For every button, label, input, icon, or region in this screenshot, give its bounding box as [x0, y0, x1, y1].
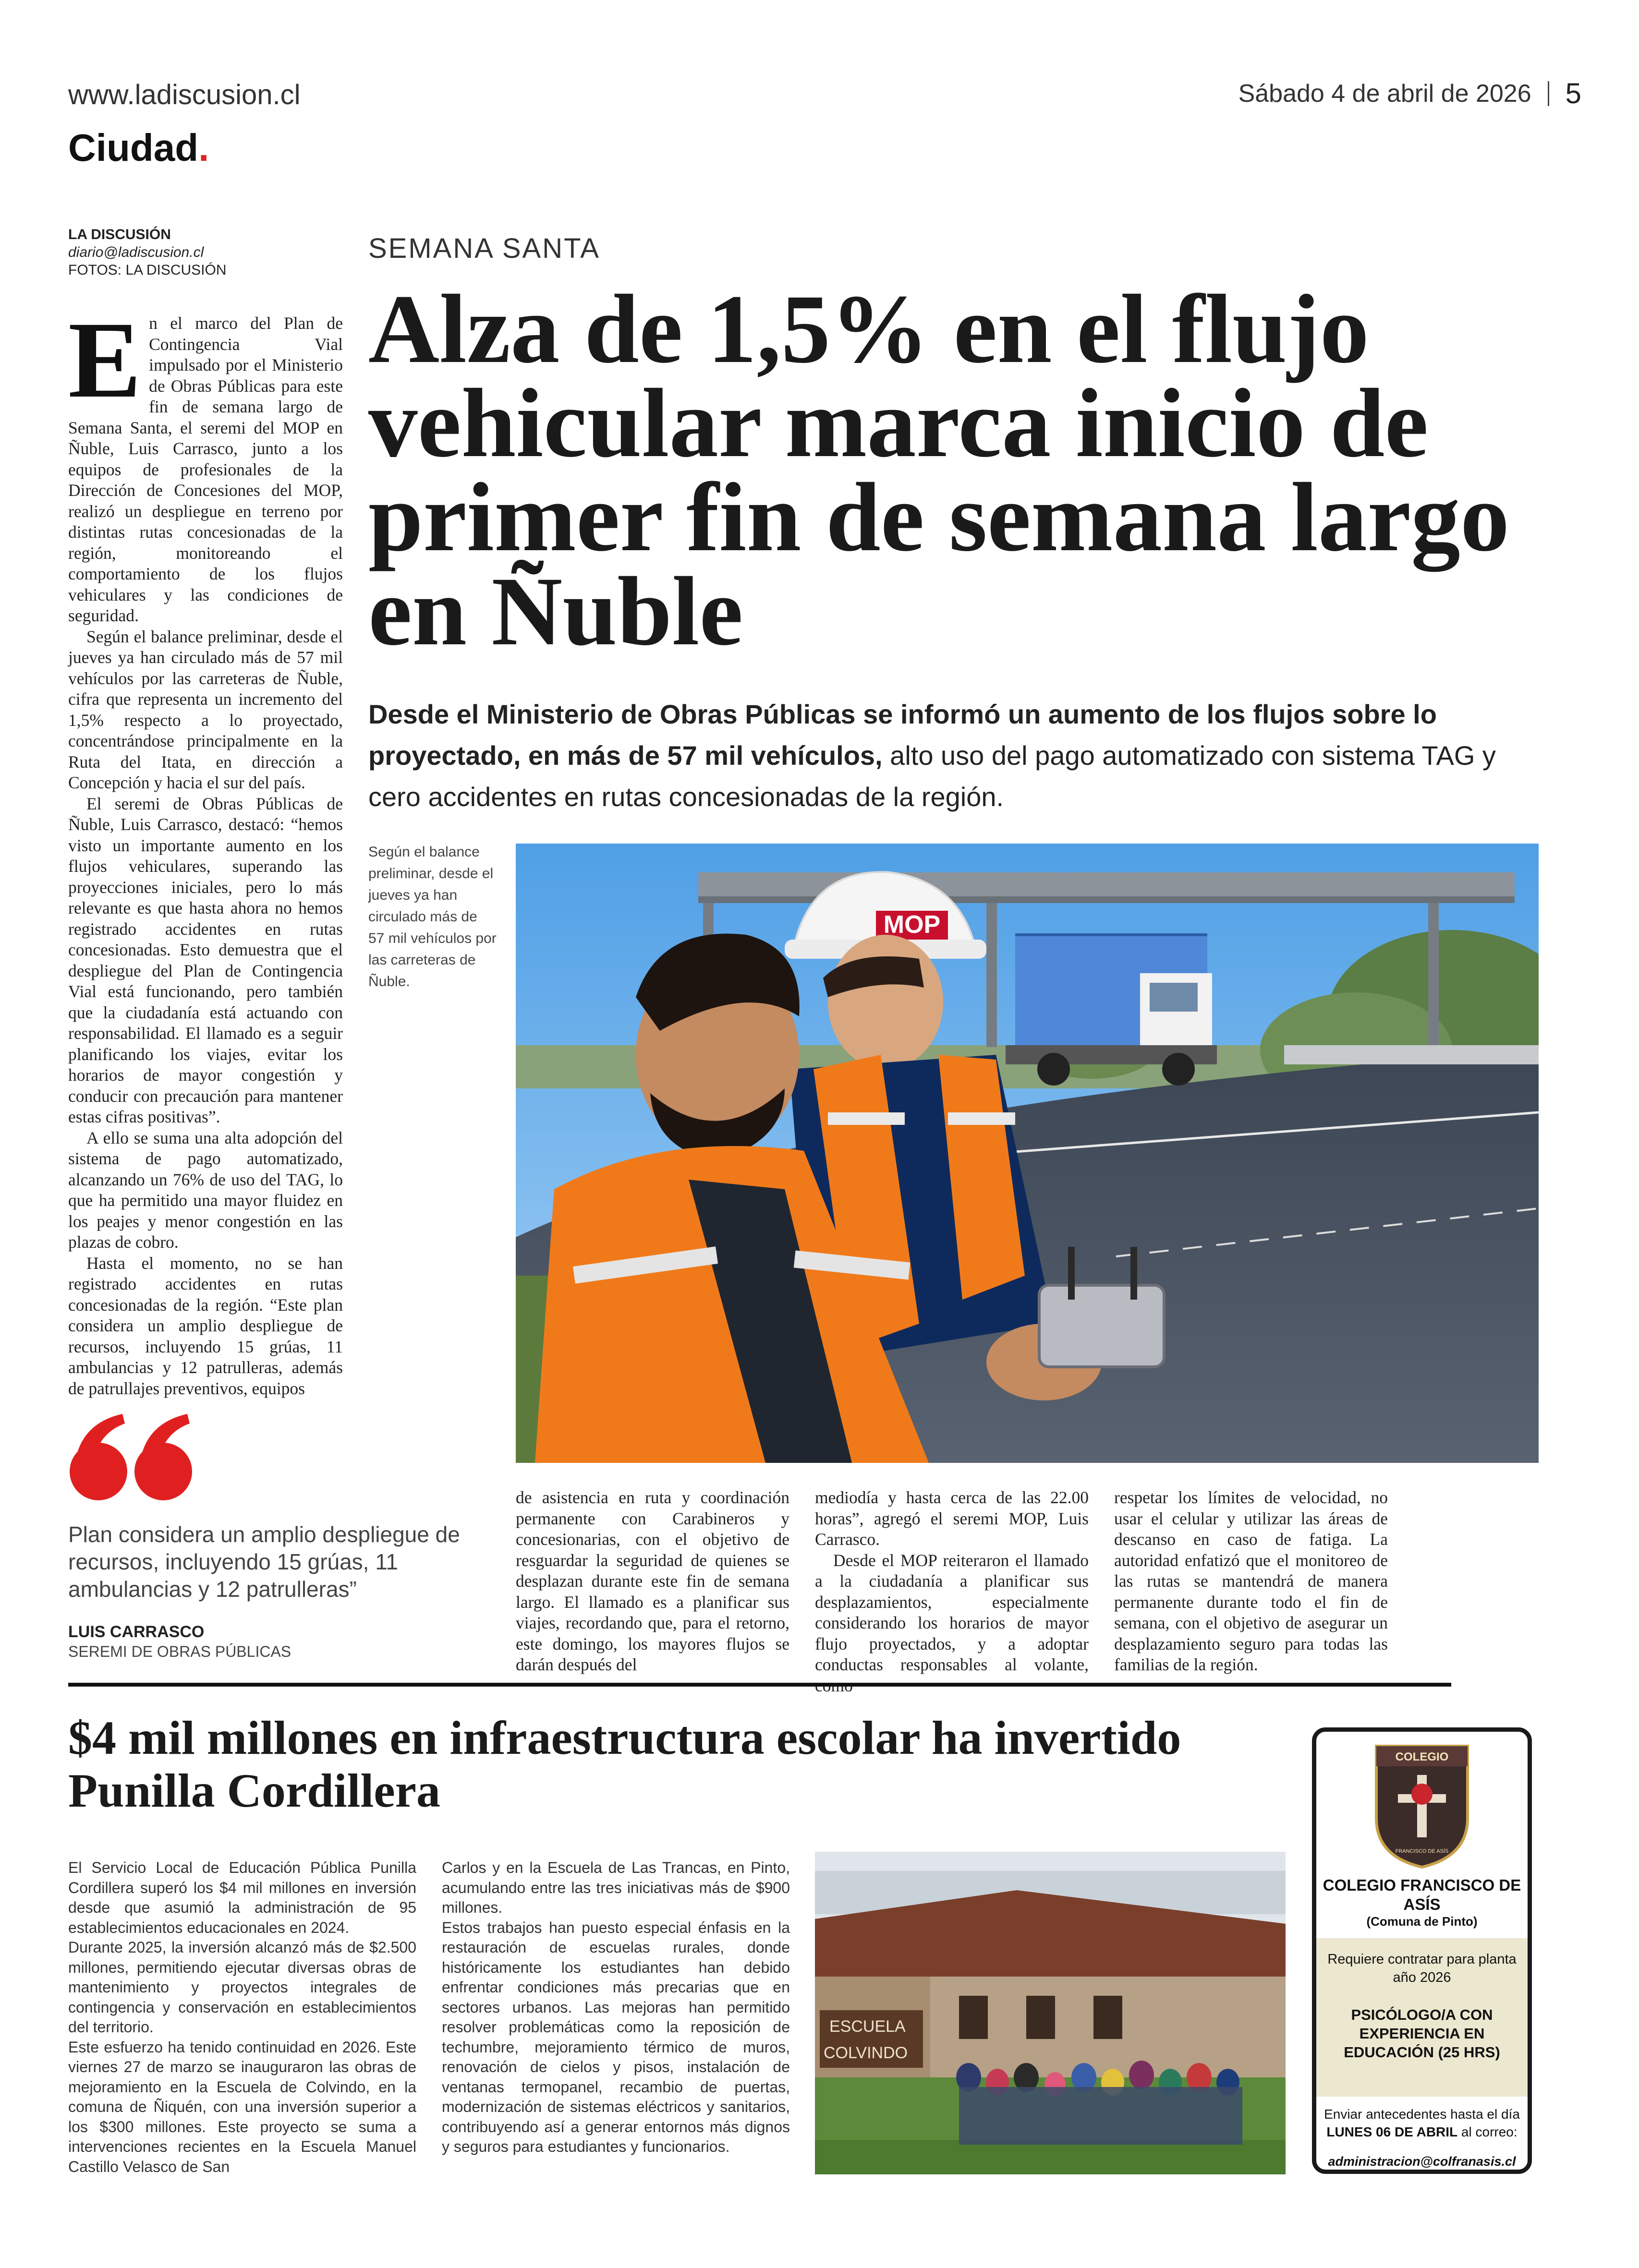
quote-author-role: SEREMI DE OBRAS PÚBLICAS — [68, 1643, 291, 1660]
lead-bold: Desde el Ministerio de Obras Públicas se informó un aumento de los flujos sobre lo proyectado, en más de 57 mil vehículos, — [368, 699, 1437, 771]
article-lead — [368, 694, 1550, 818]
school-photo — [815, 1852, 1286, 2174]
column-3-text-a: mediodía y hasta cerca de las 22.00 horas”, agregó el seremi MOP, Luis Carrasco. — [815, 1488, 1089, 1549]
article-2-p2: Durante 2025, la inversión alcanzó más de $2.500 millones, permitiendo ejecutar diversas obras de mantenimiento y proyectos integrales de contingencia y conservación en establecimientos del territorio. — [68, 1939, 416, 2036]
section-divider — [68, 1683, 1451, 1687]
article-2-p5: Estos trabajos han puesto especial énfasis en la restauración de escuelas rurales, donde históricamente los estudiantes han debido enfrentar condiciones más precarias que en sectores urbanos. Las mejoras han permitido resolver problemáticas como la reposición de techumbre, mejoramiento térmico de muros, renovación de cielos y pisos, instalación de ventanas termopanel, recambio de puertas, modernización de sistemas eléctricos y sanitarios, contribuyendo así a generar entornos más dignos y seguros para estudiantes y funcionarios. — [442, 1918, 790, 2155]
photo-caption: Según el balance preliminar, desde el jueves ya han circulado más de 57 mil vehículos por las carreteras de Ñuble. — [368, 844, 497, 989]
ad-email[interactable]: administracion@colfranasis.cl — [1328, 2154, 1516, 2169]
page-number: 5 — [1565, 77, 1581, 109]
section-name: Ciudad — [68, 126, 199, 169]
school-sign-line-1: ESCUELA — [829, 2017, 906, 2036]
ad-school-name: COLEGIO FRANCISCO DE ASÍS — [1323, 1876, 1521, 1913]
article-2-p4: Carlos y en la Escuela de Las Trancas, en Pinto, acumulando entre las tres iniciativas más de $900 millones. — [442, 1859, 790, 1916]
article-photo — [516, 844, 1539, 1463]
paragraph-5: Hasta el momento, no se han registrado accidentes en rutas concesionadas de la región. “Este plan considera un amplio despliegue de recursos, incluyendo 15 grúas, 11 ambulancias y 12 patrulleras, además de patrullajes preventivos, equipos — [68, 1253, 343, 1398]
column-4-text: respetar los límites de velocidad, no usar el celular y utilizar las áreas de descanso en caso de fatiga. La autoridad enfatizó que el monitoreo de las rutas se mantendrá de manera permanente durante todo el fin de semana, con el objetivo de asegurar un desplazamiento seguro para todas las familias de la región. — [1114, 1488, 1388, 1674]
ad-position: PSICÓLOGO/A CON EXPERIENCIA EN EDUCACIÓN (25 HRS) — [1344, 2006, 1500, 2061]
crest-motto: FRANCISCO DE ASÍS — [1395, 1848, 1449, 1854]
ad-deadline-post: al correo: — [1457, 2124, 1518, 2139]
paragraph-4: A ello se suma una alta adopción del sistema de pago automatizado, alcanzando un 76% de uso del TAG, lo que ha permitido una mayor fluidez en los peajes y menor congestión en las plazas de cobro. — [68, 1128, 343, 1252]
byline — [68, 226, 227, 279]
school-crest-icon — [1372, 1741, 1472, 1871]
column-2-text: de asistencia en ruta y coordinación permanente con Carabineros y concesionarias, con el objetivo de resguardar la seguridad de quienes se desplazan durante este fin de semana largo. El llamado es a planificar sus viajes, recordando que, para el retorno, este domingo, los mayores flujos se darán después del — [516, 1488, 789, 1674]
paragraph-3: El seremi de Obras Públicas de Ñuble, Luis Carrasco, destacó: “hemos visto un importante aumento en los flujos vehiculares, superando las proyecciones iniciales, pero lo más relevante es que hasta ahora no hemos registrado accidentes en rutas concesionadas. Esto demuestra que el despliegue del Plan de Contingencia Vial está funcionando, pero también que la ciudadanía está actuando con responsabilidad. El llamado es a seguir planificando los viajes, evitar los horarios de mayor congestión y conducir con precaución para mantener estas cifras positivas”. — [68, 794, 343, 1126]
quote-mark-icon — [65, 1409, 199, 1508]
byline-outlet: LA DISCUSIÓN — [68, 227, 171, 242]
job-advertisement — [1312, 1727, 1532, 2174]
paragraph-2: Según el balance preliminar, desde el jueves ya han circulado más de 57 mil vehículos por las carreteras de Ñuble, cifra que representa un incremento del 1,5% respecto a lo proyectado, concentrándose principalmente en la Ruta del Itata, en dirección a Concepción y hacia el sur del país. — [68, 627, 343, 792]
helmet-text: MOP — [883, 911, 941, 939]
dateline — [1238, 77, 1581, 110]
lead-rest: alto uso del pago automatizado con sistema TAG y cero accidentes en rutas concesionadas de la región. — [368, 740, 1496, 812]
paragraph-1-text: n el marco del Plan de Contingencia Vial impulsado por el Ministerio de Obras Públicas para este fin de semana largo de Semana Santa, el seremi del MOP en Ñuble, Luis Carrasco, junto a los equipos de profesionales de la Dirección de Concesiones del MOP, realizó un despliegue en terreno por distintas rutas concesionadas de la región, monitoreando el comportamiento de los flujos vehiculares y las condiciones de seguridad. — [68, 314, 343, 625]
section-dot: . — [198, 126, 209, 169]
quote-author: LUIS CARRASCO — [68, 1623, 205, 1641]
article-2-p1: El Servicio Local de Educación Pública Punilla Cordillera superó los $4 mil millones en inversión desde que asumió la administración de 95 establecimientos educacionales en 2024. — [68, 1859, 416, 1936]
school-sign-line-2: COLVINDO — [824, 2044, 908, 2062]
quote-glyph — [65, 1409, 199, 1505]
article-column-3 — [815, 1487, 1089, 1696]
photo-school-inauguration — [815, 1852, 1286, 2174]
ad-deadline-pre: Enviar antecedentes hasta el día — [1324, 2107, 1520, 2122]
ad-requirement: Requiere contratar para planta año 2026 — [1327, 1952, 1517, 1985]
crest-top-text: COLEGIO — [1395, 1750, 1449, 1763]
ad-deadline-date: LUNES 06 DE ABRIL — [1326, 2124, 1458, 2139]
paragraph-1 — [68, 300, 343, 627]
article-column-1 — [68, 300, 343, 1399]
site-url[interactable]: www.ladiscusion.cl — [68, 79, 301, 110]
article-2-p3: Este esfuerzo ha tenido continuidad en 2026. Este viernes 27 de marzo se inauguraron las obras de mejoramiento en la Escuela de Colvindo, en la comuna de Ñiquén, con una inversión superior a los $300 millones. Este proyecto se suma a intervenciones recientes en la Escuela Manuel Castillo Velasco de San — [68, 2038, 416, 2175]
date-separator — [1548, 81, 1549, 106]
section-title — [68, 126, 209, 170]
issue-date: Sábado 4 de abril de 2026 — [1238, 79, 1531, 108]
column-3-text-b: Desde el MOP reiteraron el llamado a la ciudadanía a planificar sus desplazamientos, especialmente considerando los horarios de mayor flujo proyectados, y a adoptar conductas responsables al volante, — [815, 1550, 1089, 1674]
article-2-column-1 — [68, 1858, 416, 2177]
article-2-column-2 — [442, 1858, 790, 2157]
drop-cap: E — [68, 300, 142, 421]
article-kicker: SEMANA SANTA — [368, 233, 600, 264]
article-column-4 — [1114, 1487, 1388, 1676]
byline-email[interactable]: diario@ladiscusion.cl — [68, 244, 204, 260]
article-2-headline: $4 mil millones en infraestructura escolar ha invertido Punilla Cordillera — [68, 1711, 1181, 1817]
ad-commune: (Comuna de Pinto) — [1366, 1914, 1478, 1929]
photo-officials-with-drone — [516, 844, 1539, 1463]
byline-photos: FOTOS: LA DISCUSIÓN — [68, 262, 227, 278]
article-column-2 — [516, 1487, 789, 1676]
pull-quote: Plan considera un amplio despliegue de recursos, incluyendo 15 grúas, 11 ambulancias y 12 patrulleras” — [68, 1522, 460, 1602]
ad-deadline — [1323, 2105, 1521, 2141]
article-headline: Alza de 1,5% en el flujo vehicular marca inicio de primer fin de semana largo en Ñuble — [368, 275, 1510, 666]
